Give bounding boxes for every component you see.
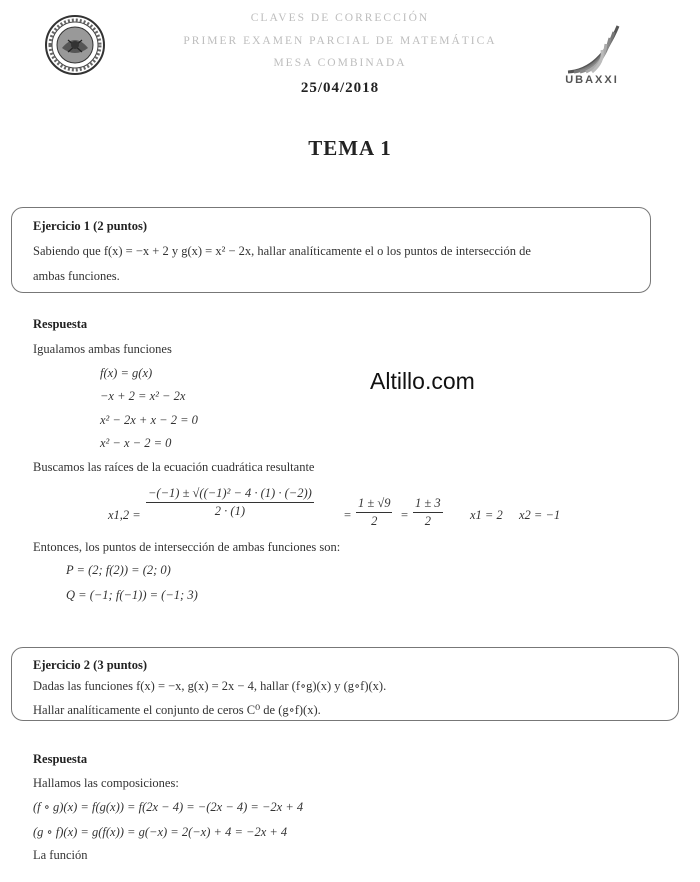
root-x2: x2 = −1 — [519, 508, 561, 522]
step-1-numerator: 1 ± √9 — [356, 496, 392, 513]
formula-lhs: x1,2 = — [108, 508, 141, 522]
quadratic-formula-fraction — [146, 486, 314, 519]
header-line-3: MESA COMBINADA — [273, 57, 407, 69]
answer-2-tail: La función — [33, 848, 88, 862]
step-1-denominator: 2 — [371, 514, 378, 528]
exercise-1-statement-line-2: ambas funciones. — [33, 269, 120, 283]
equals-sign-1: = — [344, 508, 352, 522]
header-line-1: CLAVES DE CORRECCIÓN — [250, 12, 430, 24]
point-q: Q = (−1; f(−1)) = (−1; 3) — [66, 588, 198, 602]
composition-f-g: (f ∘ g)(x) = f(g(x)) = f(2x − 4) = −(2x − 4) = −2x + 4 — [33, 800, 304, 814]
step-2-denominator: 2 — [424, 514, 431, 528]
step-fraction-2 — [413, 496, 443, 529]
equals-sign-2: = — [401, 508, 409, 522]
answer-2-intro: Hallamos las composiciones: — [33, 776, 179, 790]
exercise-2-title: Ejercicio 2 (3 puntos) — [33, 658, 147, 672]
point-p: P = (2; f(2)) = (2; 0) — [66, 563, 171, 577]
points-intro: Entonces, los puntos de intersección de ambas funciones son: — [33, 540, 341, 554]
answer-1-intro: Igualamos ambas funciones — [33, 342, 172, 356]
formula-denominator: 2 · (1) — [214, 504, 245, 518]
equation-4: x² − x − 2 = 0 — [100, 436, 172, 450]
step-2-numerator: 1 ± 3 — [413, 496, 443, 513]
exercise-1-statement-line-1: Sabiendo que f(x) = −x + 2 y g(x) = x² − 2x, hallar analíticamente el o los puntos de intersección de — [33, 244, 531, 258]
root-x1: x1 = 2 — [470, 508, 503, 522]
step-fraction-1 — [356, 496, 392, 529]
header-line-2: PRIMER EXAMEN PARCIAL DE MATEMÁTICA — [183, 35, 497, 47]
equation-1: f(x) = g(x) — [100, 366, 153, 380]
roots-intro: Buscamos las raíces de la ecuación cuadrática resultante — [33, 460, 315, 474]
exercise-1-title: Ejercicio 1 (2 puntos) — [33, 219, 147, 233]
ubaxxi-logo-text: UBAXXI — [565, 74, 619, 86]
composition-g-f: (g ∘ f)(x) = g(f(x)) = g(−x) = 2(−x) + 4 = −2x + 4 — [33, 825, 288, 839]
exercise-2-statement-line-2: Hallar analíticamente el conjunto de ceros C⁰ de (g∘f)(x). — [33, 703, 321, 717]
university-seal-icon — [44, 14, 106, 76]
answer-2-heading: Respuesta — [33, 752, 88, 766]
page-title: TEMA 1 — [308, 136, 392, 160]
formula-numerator: −(−1) ± √((−1)² − 4 · (1) · (−2)) — [146, 486, 314, 503]
watermark: Altillo.com — [370, 368, 475, 394]
answer-1-heading: Respuesta — [33, 317, 88, 331]
equation-3: x² − 2x + x − 2 = 0 — [100, 413, 198, 427]
equation-2: −x + 2 = x² − 2x — [100, 389, 186, 403]
exercise-2-statement-line-1: Dadas las funciones f(x) = −x, g(x) = 2x − 4, hallar (f∘g)(x) y (g∘f)(x). — [33, 679, 387, 693]
exam-date: 25/04/2018 — [300, 80, 380, 96]
